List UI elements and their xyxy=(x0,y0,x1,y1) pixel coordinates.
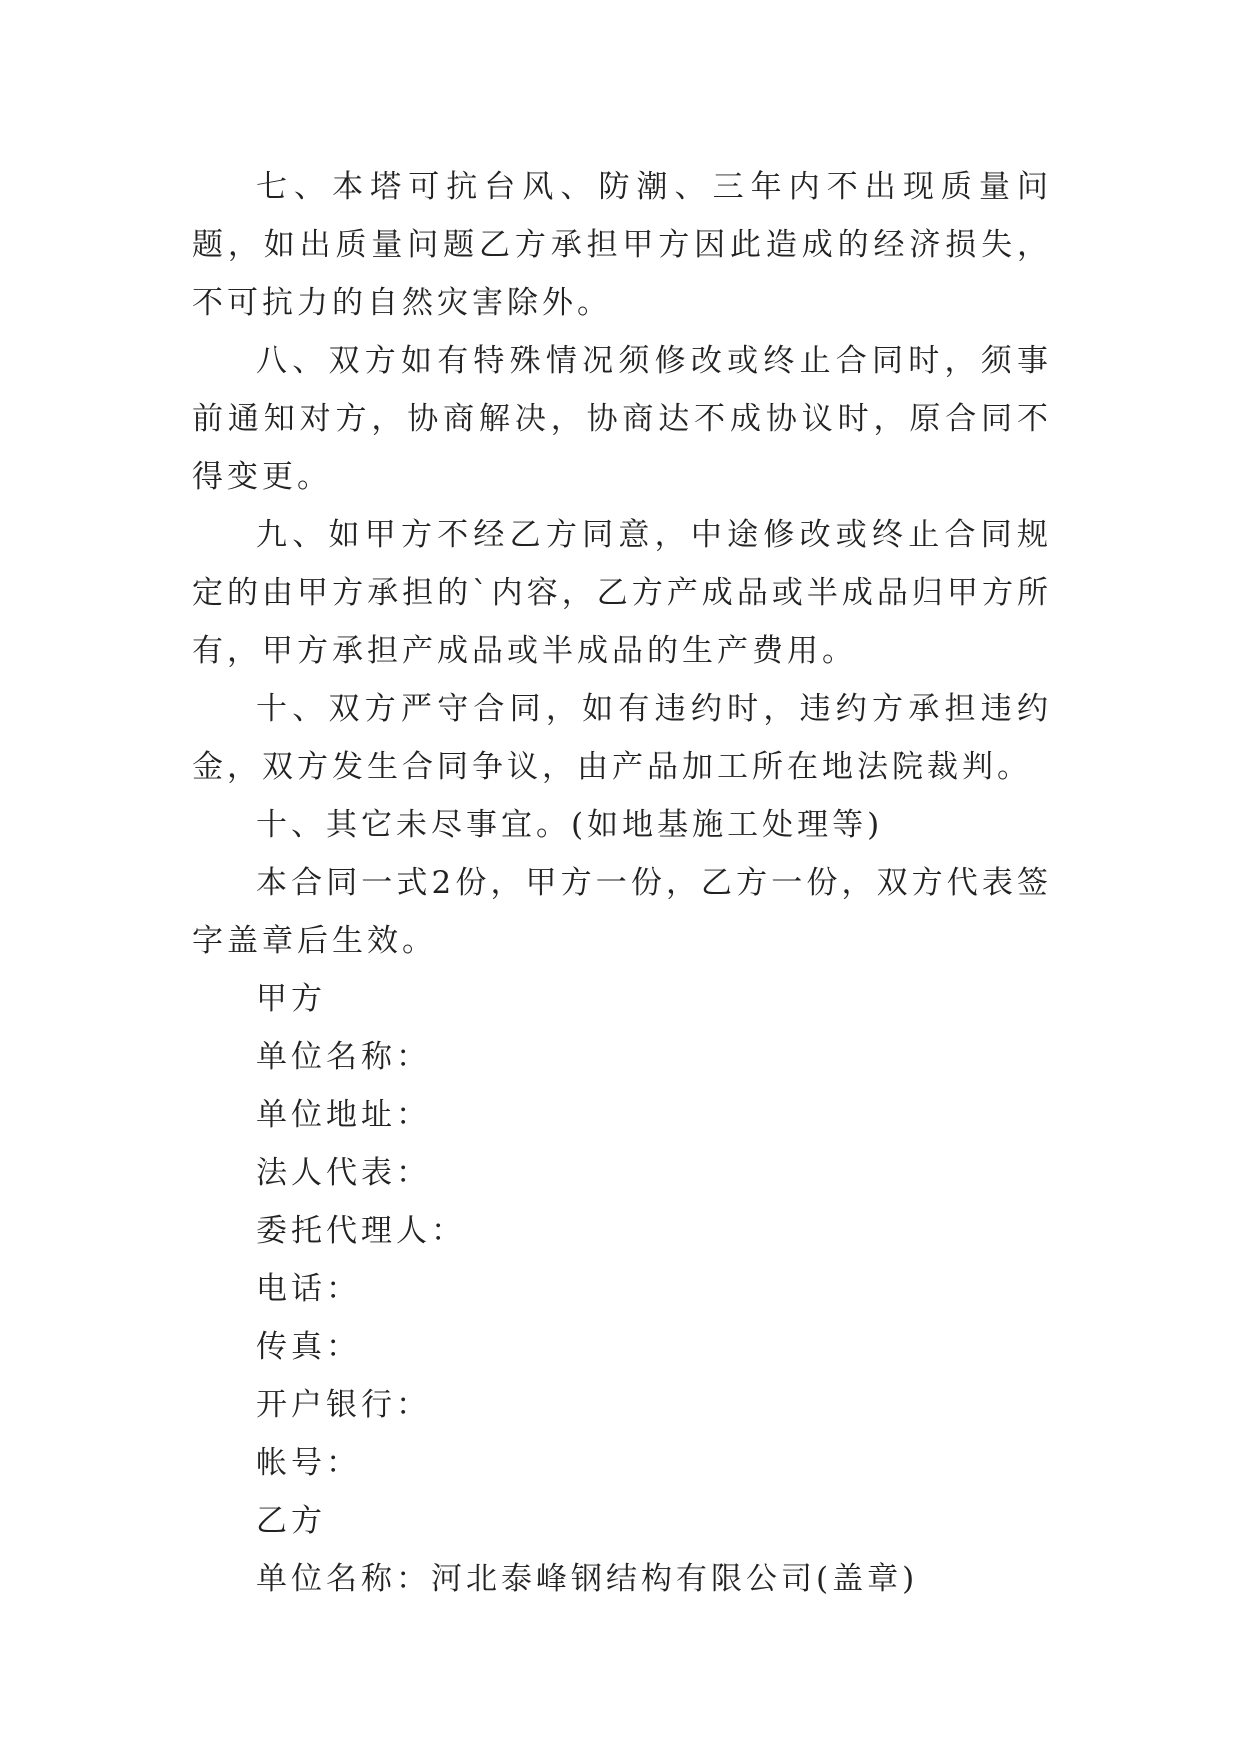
party-a-unit-address: 单位地址： xyxy=(256,1097,431,1133)
party-a-bank: 开户银行： xyxy=(256,1387,431,1423)
clause-eight: 八、双方如有特殊情况须修改或终止合同时，须事前通知对方，协商解决，协商达不成协议时，原合同不得变更。 xyxy=(192,343,1052,495)
clause-other-matters: 十、其它未尽事宜。(如地基施工处理等) xyxy=(256,807,884,843)
party-a-agent: 委托代理人： xyxy=(256,1213,466,1249)
clause-ten: 十、双方严守合同，如有违约时，违约方承担违约金，双方发生合同争议，由产品加工所在地法院裁判。 xyxy=(192,691,1052,785)
clause-copies: 本合同一式2份，甲方一份，乙方一份，双方代表签字盖章后生效。 xyxy=(192,865,1052,959)
contract-body xyxy=(192,158,1052,1608)
party-b-heading: 乙方 xyxy=(256,1503,326,1539)
party-a-phone: 电话： xyxy=(256,1271,361,1307)
clause-nine: 九、如甲方不经乙方同意，中途修改或终止合同规定的由甲方承担的`内容，乙方产成品或半成品归甲方所有，甲方承担产成品或半成品的生产费用。 xyxy=(192,517,1052,669)
party-a-legal-rep: 法人代表： xyxy=(256,1155,431,1191)
party-a-unit-name: 单位名称： xyxy=(256,1039,431,1075)
clause-seven: 七、本塔可抗台风、防潮、三年内不出现质量问题，如出质量问题乙方承担甲方因此造成的经济损失，不可抗力的自然灾害除外。 xyxy=(192,169,1052,321)
party-b-unit-name: 单位名称：河北泰峰钢结构有限公司(盖章) xyxy=(256,1561,919,1597)
party-a-account: 帐号： xyxy=(256,1445,361,1481)
party-a-fax: 传真： xyxy=(256,1329,361,1365)
party-a-heading: 甲方 xyxy=(256,981,326,1017)
